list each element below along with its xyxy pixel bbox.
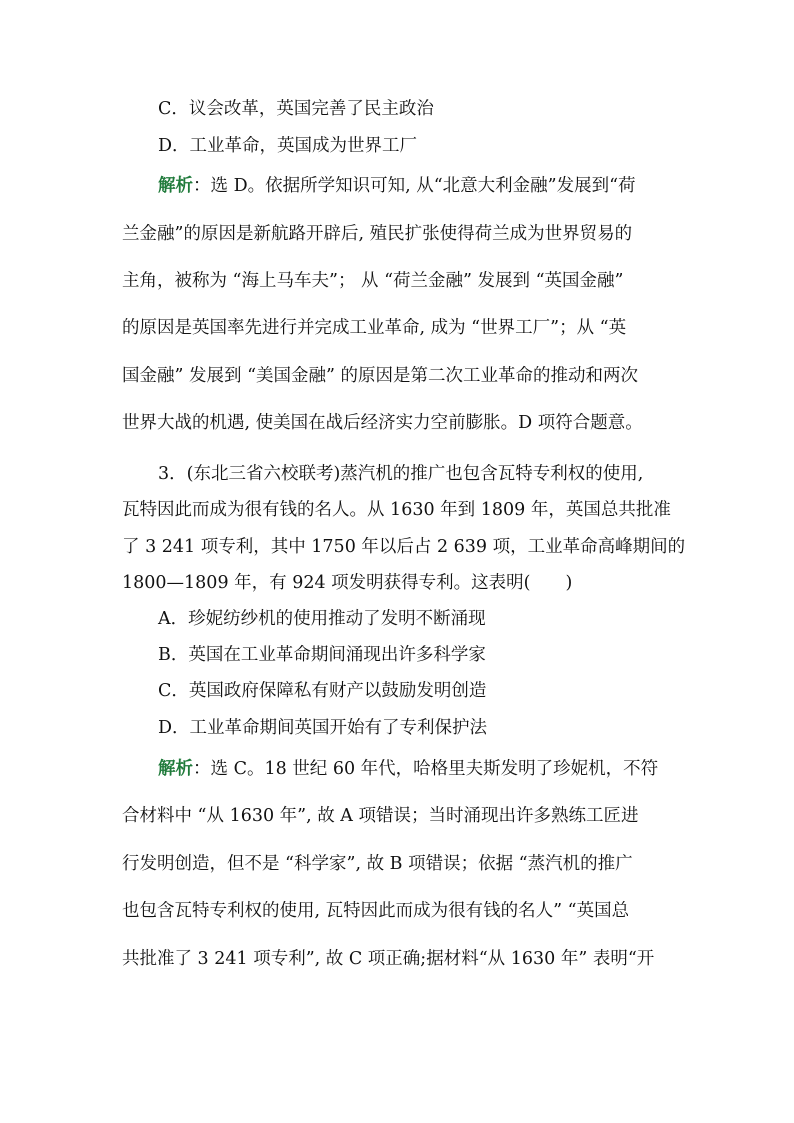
analysis-2-line-5: 共批准了 3 241 项专利”, 故 C 项正确;据材料“从 1630 年” 表明“开 (122, 949, 655, 969)
analysis-1-line-6: 世界大战的机遇, 使美国在战后经济实力空前膨胀。D 项符合题意。 (122, 413, 643, 433)
question-3-stem-line-4: 1800—1809 年，有 924 项发明获得专利。这表明( ) (122, 573, 573, 593)
analysis-2-line-4: 也包含瓦特专利权的使用, 瓦特因此而成为很有钱的名人” “英国总 (122, 901, 630, 921)
previous-option-d: D．工业革命，英国成为世界工厂 (158, 136, 418, 156)
analysis-1-line-1: 解析：选 D。依据所学知识可知, 从“北意大利金融”发展到“荷 (158, 176, 636, 196)
question-3-option-d: D．工业革命期间英国开始有了专利保护法 (158, 718, 488, 738)
analysis-2-line-2: 合材料中 “从 1630 年”, 故 A 项错误；当时涌现出许多熟练工匠进 (122, 806, 639, 826)
question-3-option-b: B．英国在工业革命期间涌现出许多科学家 (158, 645, 486, 665)
analysis-2-line-3: 行发明创造，但不是 “科学家”, 故 B 项错误；依据 “蒸汽机的推广 (122, 854, 633, 874)
analysis-1-line-3: 主角，被称为 “海上马车夫”； 从 “荷兰金融” 发展到 “英国金融” (122, 271, 624, 291)
analysis-1-line-4: 的原因是英国率先进行并完成工业革命, 成为 “世界工厂”；从 “英 (122, 318, 627, 338)
question-3-stem-line-1: 3．(东北三省六校联考)蒸汽机的推广也包含瓦特专利权的使用, (158, 464, 644, 484)
question-3-stem-line-2: 瓦特因此而成为很有钱的名人。从 1630 年到 1809 年，英国总共批准 (122, 500, 671, 520)
analysis-1-line-5: 国金融” 发展到 “美国金融” 的原因是第二次工业革命的推动和两次 (122, 366, 639, 386)
question-3-option-a: A．珍妮纺纱机的使用推动了发明不断涌现 (158, 609, 486, 629)
analysis-label: 解析 (158, 176, 193, 196)
analysis-label: 解析 (158, 759, 193, 779)
analysis-2-line-1: 解析：选 C。18 世纪 60 年代，哈格里夫斯发明了珍妮机，不符 (158, 759, 659, 779)
question-3-stem-line-3: 了 3 241 项专利，其中 1750 年以后占 2 639 项，工业革命高峰期间的 (122, 537, 686, 557)
question-3-option-c: C．英国政府保障私有财产以鼓励发明创造 (158, 681, 487, 701)
analysis-1-line-2: 兰金融”的原因是新航路开辟后, 殖民扩张使得荷兰成为世界贸易的 (122, 224, 633, 244)
previous-option-c: C．议会改革，英国完善了民主政治 (158, 99, 434, 119)
